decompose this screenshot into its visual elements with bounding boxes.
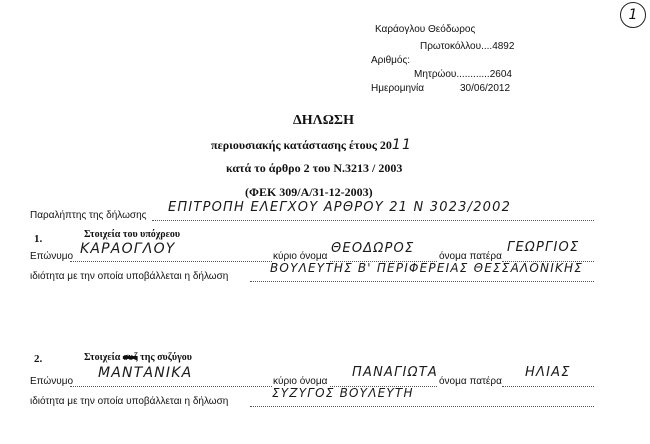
section2-father-line	[502, 386, 594, 387]
section1-title: Στοιχεία του υπόχρεου	[84, 229, 181, 240]
declarant-name: Καράογλου Θεόδωρος	[375, 24, 476, 35]
handwritten-year: 11	[391, 137, 413, 153]
section2-capacity-label: ιδιότητα με την οποία υποβάλλεται η δήλωση	[30, 396, 229, 407]
section1-surname-line	[70, 261, 272, 262]
section1-firstname-label: κύριο όνομα	[273, 251, 328, 262]
section2-father-value: ΗΛΙΑΣ	[525, 365, 571, 380]
section2-surname-line	[70, 386, 272, 387]
section1-surname-value: ΚΑΡΑΟΓΛΟΥ	[80, 241, 176, 257]
section1-surname-label: Επώνυμο	[30, 251, 74, 262]
date-value: 30/06/2012	[460, 83, 511, 94]
subtitle-year-line	[211, 137, 412, 153]
section1-number: 1.	[34, 233, 43, 245]
section2-title-before: Στοιχεία	[84, 352, 121, 363]
section1-capacity-label: ιδιότητα με την οποία υποβάλλεται η δήλωση	[30, 271, 229, 282]
recipient-dotted-line	[152, 220, 594, 221]
date-label: Ημερομηνία	[371, 83, 425, 94]
section2-capacity-value: ΣΥΖΥΓΟΣ ΒΟΥΛΕΥΤΗ	[272, 386, 414, 400]
section2-number: 2.	[34, 353, 43, 365]
registry-number: Μητρώου............2604	[414, 69, 512, 80]
protocol-number: Πρωτοκόλλου....4892	[420, 41, 515, 52]
section1-capacity-value: ΒΟΥΛΕΥΤΗΣ Β' ΠΕΡΙΦΕΡΕΙΑΣ ΘΕΣΣΑΛΟΝΙΚΗΣ	[270, 261, 584, 275]
section2-capacity-line	[250, 406, 594, 407]
section2-surname-label: Επώνυμο	[30, 376, 74, 387]
document-title: ΔΗΛΩΣΗ	[293, 113, 354, 128]
subtitle-gazette-line: (ΦΕΚ 309/Α/31-12-2003)	[245, 185, 373, 199]
section1-father-value: ΓΕΩΡΓΙΟΣ	[507, 240, 580, 255]
recipient-label: Παραλήπτης της δήλωσης	[30, 210, 147, 221]
subtitle-law-line: κατά το άρθρο 2 του Ν.3213 / 2003	[226, 161, 403, 175]
section2-firstname-value: ΠΑΝΑΓΙΩΤΑ	[352, 365, 438, 380]
section2-father-label: όνομα πατέρα	[439, 376, 502, 387]
number-label: Αριθμός:	[371, 55, 411, 66]
section2-title-after: της συζύγου	[140, 352, 192, 363]
section2-surname-value: ΜΑΝΤΑΝΙΚΑ	[98, 365, 193, 381]
section1-firstname-value: ΘΕΟΔΩΡΟΣ	[331, 241, 415, 256]
page-number-mark: 1	[620, 2, 646, 28]
section2-firstname-label: κύριο όνομα	[273, 376, 328, 387]
section2-title	[84, 352, 192, 363]
recipient-value: ΕΠΙΤΡΟΠΗ ΕΛΕΓΧΟΥ ΑΡΘΡΟΥ 21 Ν 3023/2002	[168, 200, 512, 215]
section1-father-label: όνομα πατέρα	[439, 251, 502, 262]
subtitle-line1: περιουσιακής κατάστασης έτους 20	[211, 138, 392, 152]
section1-capacity-line	[250, 281, 594, 282]
section2-title-struck: συζ	[122, 352, 138, 363]
